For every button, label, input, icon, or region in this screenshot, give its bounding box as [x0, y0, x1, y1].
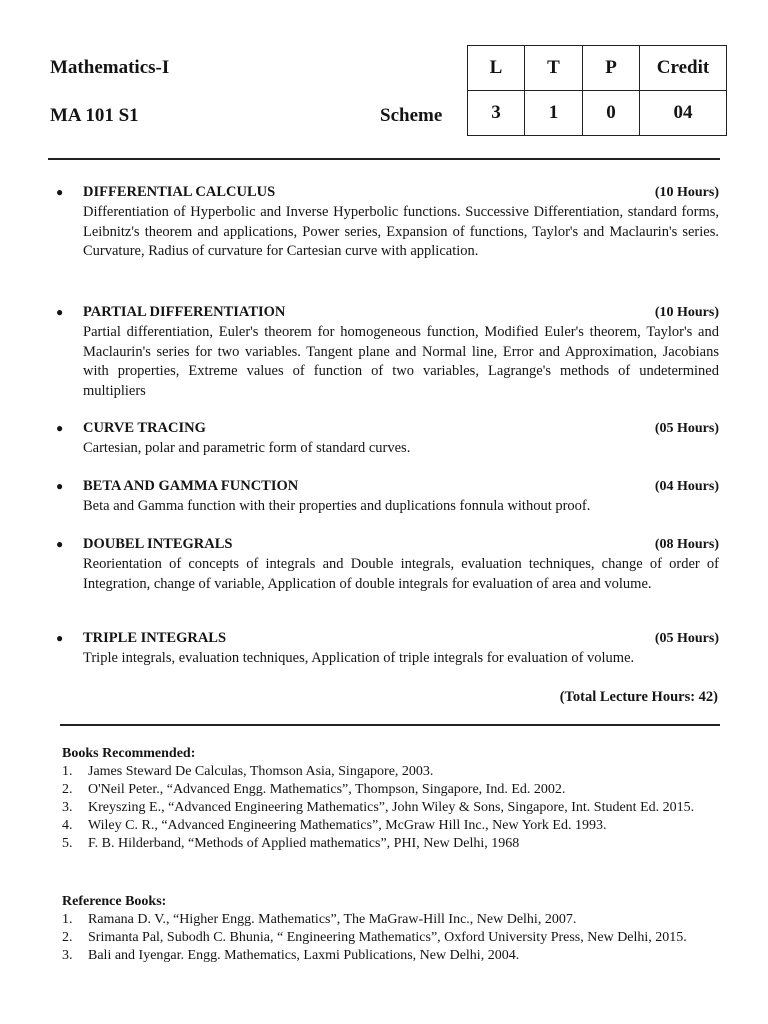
scheme-value-t: 1 [525, 91, 583, 136]
topic-hours: (10 Hours) [654, 305, 719, 320]
bullet-icon: ● [56, 185, 64, 199]
header-divider [48, 158, 720, 160]
topic-name: DIFFERENTIAL CALCULUS [83, 184, 276, 200]
topic-beta-gamma [56, 477, 719, 517]
list-item [62, 817, 717, 835]
list-item [62, 929, 717, 947]
scheme-header-credit: Credit [640, 46, 727, 91]
topic-double-integrals [56, 535, 719, 594]
list-text: Wiley C. R., “Advanced Engineering Mathematics”, McGraw Hill Inc., New York Ed. 1993. [88, 818, 607, 833]
topic-name: BETA AND GAMMA FUNCTION [83, 478, 299, 494]
topic-name: DOUBEL INTEGRALS [83, 536, 233, 552]
topic-hours: (04 Hours) [654, 479, 719, 494]
list-number: 3. [62, 948, 73, 963]
list-text: James Steward De Calculas, Thomson Asia, Singapore, 2003. [88, 764, 434, 779]
scheme-header-l: L [468, 46, 525, 91]
list-item [62, 835, 717, 853]
scheme-value-row [468, 91, 727, 136]
books-recommended-list [62, 763, 717, 853]
bullet-icon: ● [56, 537, 64, 551]
list-number: 1. [62, 912, 73, 927]
scheme-table [467, 45, 727, 136]
topic-curve-tracing [56, 419, 719, 459]
course-code: MA 101 S1 [50, 105, 139, 126]
scheme-value-l: 3 [468, 91, 525, 136]
list-text: Srimanta Pal, Subodh C. Bhunia, “ Engineering Mathematics”, Oxford University Press, New Delhi, 2015. [88, 930, 687, 945]
topic-hours: (10 Hours) [654, 185, 719, 200]
list-number: 5. [62, 836, 73, 851]
list-item [62, 911, 717, 929]
topic-partial-differentiation [56, 303, 719, 401]
list-number: 4. [62, 818, 73, 833]
topic-name: TRIPLE INTEGRALS [83, 630, 227, 646]
topic-description: Cartesian, polar and parametric form of standard curves. [83, 440, 411, 456]
list-text: Ramana D. V., “Higher Engg. Mathematics”, The MaGraw-Hill Inc., New Delhi, 2007. [88, 912, 577, 927]
list-text: F. B. Hilderband, “Methods of Applied mathematics”, PHI, New Delhi, 1968 [88, 836, 520, 851]
bullet-icon: ● [56, 305, 64, 319]
bullet-icon: ● [56, 631, 64, 645]
bullet-icon: ● [56, 421, 64, 435]
reference-books-heading: Reference Books: [62, 894, 167, 909]
bullet-icon: ● [56, 479, 64, 493]
topic-description: Reorientation of concepts of integrals and Double integrals, evaluation techniques, change of order of Integration, change of variable, Application of double integrals for evaluation of area and volume. [83, 556, 719, 592]
list-item [62, 799, 717, 817]
section-divider [60, 724, 720, 726]
topic-hours: (05 Hours) [654, 421, 719, 436]
scheme-value-p: 0 [583, 91, 640, 136]
scheme-value-credit: 04 [640, 91, 727, 136]
list-number: 2. [62, 782, 73, 797]
topic-name: CURVE TRACING [83, 420, 206, 436]
topic-name: PARTIAL DIFFERENTIATION [83, 304, 286, 320]
topic-description: Triple integrals, evaluation techniques, Application of triple integrals for evaluation of volume. [83, 650, 635, 666]
total-lecture-hours: (Total Lecture Hours: 42) [559, 689, 718, 705]
list-item [62, 763, 717, 781]
topic-hours: (05 Hours) [654, 631, 719, 646]
reference-books-list [62, 911, 717, 965]
books-recommended-heading: Books Recommended: [62, 746, 196, 761]
topic-hours: (08 Hours) [654, 537, 719, 552]
list-text: Bali and Iyengar. Engg. Mathematics, Laxmi Publications, New Delhi, 2004. [88, 948, 520, 963]
list-number: 3. [62, 800, 73, 815]
list-number: 1. [62, 764, 73, 779]
topic-description: Beta and Gamma function with their properties and duplications fonnula without proof. [83, 498, 591, 514]
list-text: O'Neil Peter., “Advanced Engg. Mathematics”, Thompson, Singapore, Ind. Ed. 2002. [88, 782, 566, 797]
topic-description: Partial differentiation, Euler's theorem for homogeneous function, Modified Euler's theorem, Taylor's and Maclaurin's series for two variables. Tangent plane and Normal line, Error and Approximation, Jacobians with properties, Extreme values of function of two variables, Lagrange's methods of undetermined multipliers [83, 324, 719, 399]
scheme-header-row [468, 46, 727, 91]
list-item [62, 781, 717, 799]
course-title: Mathematics-I [50, 57, 170, 78]
scheme-label: Scheme [380, 105, 443, 126]
reference-books [62, 893, 717, 965]
topic-description: Differentiation of Hyperbolic and Inverse Hyperbolic functions. Successive Differentiation, standard forms, Leibnitz's theorem and applications, Power series, Expansion of functions, Taylor's and Maclaurin's series. Curvature, Radius of curvature for Cartesian curve with application. [83, 204, 719, 259]
list-text: Kreyszing E., “Advanced Engineering Mathematics”, John Wiley & Sons, Singapore, Int. Student Ed. 2015. [88, 800, 695, 815]
list-item [62, 947, 717, 965]
topic-triple-integrals [56, 629, 719, 669]
books-recommended [62, 745, 717, 853]
list-number: 2. [62, 930, 73, 945]
scheme-header-t: T [525, 46, 583, 91]
scheme-header-p: P [583, 46, 640, 91]
topic-differential-calculus [56, 183, 719, 262]
